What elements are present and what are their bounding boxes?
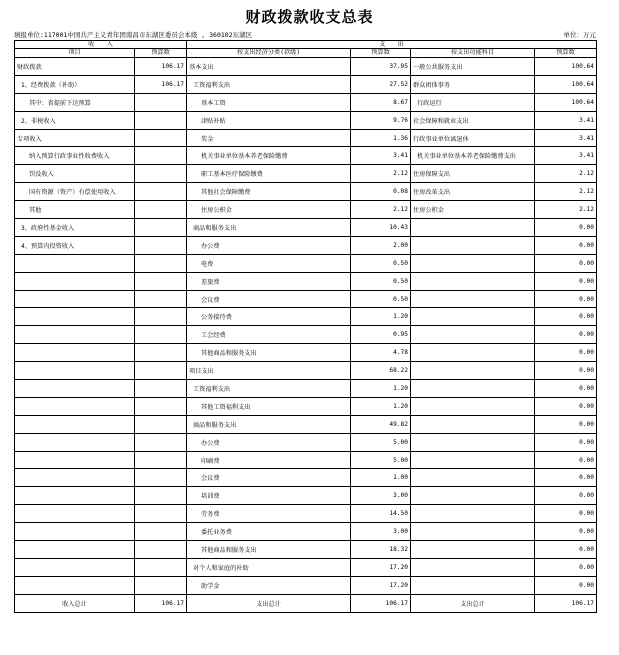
func-category: [411, 558, 535, 576]
expense-total-label: 支出总计: [187, 594, 351, 612]
income-item: [15, 451, 135, 469]
func-value: 2.12: [535, 201, 597, 219]
table-row: [15, 415, 597, 433]
func-category: [411, 236, 535, 254]
func-category: 行政运行: [411, 93, 535, 111]
econ-value: 1.20: [351, 397, 411, 415]
econ-value: 10.43: [351, 219, 411, 237]
func-category: [411, 344, 535, 362]
income-value: [135, 576, 187, 594]
func-value: 3.41: [535, 129, 597, 147]
econ-value: 3.00: [351, 487, 411, 505]
table-row: [15, 165, 597, 183]
func-category: [411, 469, 535, 487]
income-item: 其中：省提前下达预算: [15, 93, 135, 111]
income-item: [15, 290, 135, 308]
income-item: 4、预算内投资收入: [15, 236, 135, 254]
econ-value: 0.95: [351, 326, 411, 344]
income-value: [135, 433, 187, 451]
econ-category: 住房公积金: [187, 201, 351, 219]
econ-value: 8.67: [351, 93, 411, 111]
func-value: 0.00: [535, 308, 597, 326]
income-value: [135, 344, 187, 362]
econ-value: 0.50: [351, 254, 411, 272]
table-row: [15, 58, 597, 76]
econ-category: 印刷费: [187, 451, 351, 469]
econ-category: 会议费: [187, 469, 351, 487]
income-item: 财政拨款: [15, 58, 135, 76]
income-value: 106.17: [135, 58, 187, 76]
func-value: 3.41: [535, 147, 597, 165]
income-item: [15, 308, 135, 326]
func-value: 0.00: [535, 487, 597, 505]
func-category: 社会保障和就业支出: [411, 111, 535, 129]
func-value: 0.00: [535, 558, 597, 576]
income-value: [135, 219, 187, 237]
income-item: [15, 523, 135, 541]
func-value: 0.00: [535, 236, 597, 254]
income-value: [135, 147, 187, 165]
income-item: [15, 487, 135, 505]
unit-info: [14, 30, 596, 40]
func-category: [411, 326, 535, 344]
func-total-value: 106.17: [535, 594, 597, 612]
func-category: [411, 415, 535, 433]
table-row: [15, 111, 597, 129]
table-row: [15, 541, 597, 559]
totals-row: [15, 594, 597, 612]
econ-value: 18.32: [351, 541, 411, 559]
econ-category: 委托业务费: [187, 523, 351, 541]
table-row: [15, 523, 597, 541]
econ-value: 3.00: [351, 523, 411, 541]
table-row: [15, 93, 597, 111]
table-row: [15, 183, 597, 201]
table-row: [15, 558, 597, 576]
income-item: 纳入预算行政事业性收费收入: [15, 147, 135, 165]
income-item: [15, 505, 135, 523]
econ-value: 0.50: [351, 272, 411, 290]
table-row: [15, 272, 597, 290]
table-row: [15, 236, 597, 254]
table-row: [15, 344, 597, 362]
table-row: [15, 254, 597, 272]
col-budget3-header: 预算数: [535, 49, 597, 58]
income-value: [135, 505, 187, 523]
col-budget2-header: 预算数: [351, 49, 411, 58]
income-item: [15, 541, 135, 559]
page-title: 财政拨款收支总表: [245, 8, 374, 26]
func-category: 行政事业单位离退休: [411, 129, 535, 147]
econ-value: 5.00: [351, 433, 411, 451]
income-total-label: 收入总计: [15, 594, 135, 612]
func-value: 0.00: [535, 272, 597, 290]
econ-value: 1.20: [351, 308, 411, 326]
econ-value: 5.00: [351, 451, 411, 469]
func-category: [411, 487, 535, 505]
col-func-header: 按支出功能科目: [411, 49, 535, 58]
func-category: [411, 523, 535, 541]
table-row: [15, 380, 597, 398]
income-value: [135, 272, 187, 290]
income-item: [15, 558, 135, 576]
func-category: 住房保障支出: [411, 165, 535, 183]
income-value: [135, 111, 187, 129]
func-value: 0.00: [535, 380, 597, 398]
econ-category: 工会经费: [187, 326, 351, 344]
econ-category: 机关事业单位基本养老保险缴费: [187, 147, 351, 165]
table-row: [15, 505, 597, 523]
func-total-label: 支出总计: [411, 594, 535, 612]
income-value: [135, 201, 187, 219]
econ-value: 0.08: [351, 183, 411, 201]
income-value: [135, 254, 187, 272]
col-econ-header: 按支出经济分类(款级): [187, 49, 351, 58]
income-value: [135, 326, 187, 344]
econ-value: 2.00: [351, 236, 411, 254]
econ-value: 0.50: [351, 290, 411, 308]
table-row: [15, 129, 597, 147]
income-item: 2、非税收入: [15, 111, 135, 129]
budget-table: [14, 40, 597, 613]
income-item: [15, 362, 135, 380]
func-category: [411, 380, 535, 398]
func-category: [411, 397, 535, 415]
income-item: 专项收入: [15, 129, 135, 147]
econ-category: 劳务费: [187, 505, 351, 523]
income-value: [135, 183, 187, 201]
func-category: [411, 576, 535, 594]
table-row: [15, 326, 597, 344]
income-item: 其他: [15, 201, 135, 219]
econ-value: 2.12: [351, 165, 411, 183]
func-value: 0.00: [535, 290, 597, 308]
func-category: [411, 290, 535, 308]
func-value: 0.00: [535, 397, 597, 415]
income-value: [135, 380, 187, 398]
func-category: [411, 272, 535, 290]
econ-value: 49.82: [351, 415, 411, 433]
econ-value: 27.52: [351, 75, 411, 93]
econ-category: 培训费: [187, 487, 351, 505]
income-value: [135, 451, 187, 469]
func-value: 2.12: [535, 165, 597, 183]
func-value: 3.41: [535, 111, 597, 129]
header-row-columns: [15, 49, 597, 58]
table-row: [15, 576, 597, 594]
econ-category: 奖金: [187, 129, 351, 147]
econ-category: 基本工资: [187, 93, 351, 111]
econ-value: 1.20: [351, 380, 411, 398]
table-row: [15, 75, 597, 93]
func-value: 0.00: [535, 451, 597, 469]
table-row: [15, 433, 597, 451]
money-unit: 单位：万元: [563, 31, 596, 39]
table-body: [15, 58, 597, 595]
econ-category: 办公费: [187, 433, 351, 451]
func-category: [411, 433, 535, 451]
income-item: 罚没收入: [15, 165, 135, 183]
func-value: 0.00: [535, 433, 597, 451]
income-item: 国有资源（资产）有偿使用收入: [15, 183, 135, 201]
econ-category: 工资福利支出: [187, 380, 351, 398]
income-value: [135, 362, 187, 380]
econ-category: 对个人和家庭的补助: [187, 558, 351, 576]
econ-value: 37.95: [351, 58, 411, 76]
income-value: [135, 523, 187, 541]
econ-category: 公务接待费: [187, 308, 351, 326]
col-budget-header: 预算数: [135, 49, 187, 58]
filler-unit: 填报单位:117001中国共产主义青年团南昌市东湖区委员会本级 , 360102东湖区: [14, 31, 253, 39]
income-value: [135, 541, 187, 559]
income-value: [135, 290, 187, 308]
func-value: 0.00: [535, 469, 597, 487]
func-category: 一般公共服务支出: [411, 58, 535, 76]
table-row: [15, 362, 597, 380]
func-category: [411, 505, 535, 523]
income-value: [135, 165, 187, 183]
econ-category: 其他商品和服务支出: [187, 344, 351, 362]
income-value: [135, 487, 187, 505]
func-value: 100.64: [535, 58, 597, 76]
func-category: [411, 219, 535, 237]
income-total-value: 106.17: [135, 594, 187, 612]
func-value: 0.00: [535, 541, 597, 559]
income-value: [135, 236, 187, 254]
econ-value: 9.76: [351, 111, 411, 129]
income-value: 106.17: [135, 75, 187, 93]
func-value: 0.00: [535, 576, 597, 594]
func-category: 群众团体事务: [411, 75, 535, 93]
table-row: [15, 201, 597, 219]
col-item-header: 项目: [15, 49, 135, 58]
econ-category: 工资福利支出: [187, 75, 351, 93]
econ-value: 3.41: [351, 147, 411, 165]
income-item: [15, 397, 135, 415]
func-category: 住房改革支出: [411, 183, 535, 201]
income-value: [135, 308, 187, 326]
income-value: [135, 129, 187, 147]
econ-category: 差旅费: [187, 272, 351, 290]
expense-header: 支 出: [187, 41, 597, 49]
func-category: 住房公积金: [411, 201, 535, 219]
income-item: [15, 576, 135, 594]
func-category: [411, 254, 535, 272]
income-header: 收 入: [15, 41, 187, 49]
econ-category: 助学金: [187, 576, 351, 594]
income-item: 1、经费拨款（补助）: [15, 75, 135, 93]
table-row: [15, 219, 597, 237]
econ-category: 其他商品和服务支出: [187, 541, 351, 559]
func-category: [411, 541, 535, 559]
table-row: [15, 451, 597, 469]
func-value: 0.00: [535, 415, 597, 433]
econ-value: 2.12: [351, 201, 411, 219]
econ-category: 项目支出: [187, 362, 351, 380]
income-item: [15, 433, 135, 451]
func-category: [411, 451, 535, 469]
func-value: 0.00: [535, 523, 597, 541]
func-value: 0.00: [535, 219, 597, 237]
income-value: [135, 415, 187, 433]
func-category: [411, 308, 535, 326]
func-value: 0.00: [535, 505, 597, 523]
econ-value: 14.50: [351, 505, 411, 523]
income-value: [135, 469, 187, 487]
income-item: [15, 344, 135, 362]
econ-category: 商品和服务支出: [187, 415, 351, 433]
econ-category: 基本支出: [187, 58, 351, 76]
func-value: 100.64: [535, 75, 597, 93]
econ-category: 津贴补贴: [187, 111, 351, 129]
econ-value: 1.00: [351, 469, 411, 487]
func-value: 0.00: [535, 344, 597, 362]
income-item: [15, 254, 135, 272]
func-value: 0.00: [535, 254, 597, 272]
table-row: [15, 397, 597, 415]
func-category: [411, 362, 535, 380]
econ-category: 商品和服务支出: [187, 219, 351, 237]
econ-value: 1.36: [351, 129, 411, 147]
econ-value: 17.20: [351, 576, 411, 594]
income-item: [15, 380, 135, 398]
income-item: [15, 469, 135, 487]
income-item: [15, 415, 135, 433]
func-value: 100.64: [535, 93, 597, 111]
func-category: 机关事业单位基本养老保险缴费支出: [411, 147, 535, 165]
table-row: [15, 308, 597, 326]
econ-category: 职工基本医疗保险缴费: [187, 165, 351, 183]
table-row: [15, 147, 597, 165]
income-item: [15, 272, 135, 290]
income-value: [135, 558, 187, 576]
income-value: [135, 93, 187, 111]
table-row: [15, 290, 597, 308]
func-value: 0.00: [535, 362, 597, 380]
func-value: 2.12: [535, 183, 597, 201]
econ-category: 其他社会保障缴费: [187, 183, 351, 201]
econ-value: 17.20: [351, 558, 411, 576]
econ-value: 4.78: [351, 344, 411, 362]
income-value: [135, 397, 187, 415]
table-row: [15, 487, 597, 505]
econ-category: 办公费: [187, 236, 351, 254]
func-value: 0.00: [535, 326, 597, 344]
econ-category: 电费: [187, 254, 351, 272]
econ-category: 会议费: [187, 290, 351, 308]
table-row: [15, 469, 597, 487]
econ-category: 其他工资福利支出: [187, 397, 351, 415]
income-item: [15, 326, 135, 344]
income-item: 3、政府性基金收入: [15, 219, 135, 237]
header-row-group: [15, 41, 597, 49]
expense-total-value: 106.17: [351, 594, 411, 612]
econ-value: 68.22: [351, 362, 411, 380]
